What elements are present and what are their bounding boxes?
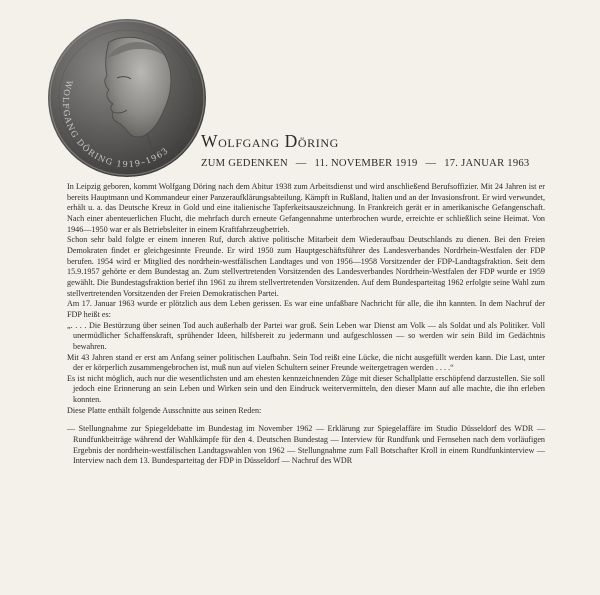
subtitle-prefix: ZUM GEDENKEN <box>201 158 288 169</box>
paragraph-early-life: In Leipzig geboren, kommt Wolfgang Döring nach dem Abitur 1938 zum Arbeitsdienst und wird anschließend Berufsoffizier. Mit 24 Jahren ist er bereits Hauptmann und Kommandeur einer Panzeraufklärungsabteilung. Kämpft in Rußland, Italien und an der Invasionsfront. Er wird verwundet, erhält u. a. das Deutsche Kreuz in Gold und eine italienische Tapferkeitsauszeichnung. In Frankreich gerät er in amerikanische Gefangenschaft. Nach einer abenteuerlichen Flucht, die mehrfach durch erneute Gefangennahme unterbrochen wurde, erreichte er schließlich seine Heimat. Von 1946—1950 war er als Betriebsleiter in einem Kraftfahrzeugbetrieb. <box>67 182 545 234</box>
paragraph-political-career: Schon sehr bald folgte er einem inneren Ruf, durch aktive politische Mitarbeit dem Wiederaufbau Deutschlands zu dienen. Bei den Freien Demokraten findet er gleichgesinnte Freunde. Er wird 1950 zum Hauptgeschäftsführer des Landesverbandes Nordrhein-Westfalen der FDP berufen. 1954 wird er Mitglied des nordrhein-westfälischen Landtages und von 1956—1958 Vorsitzender der FDP-Landtagsfraktion. Seit dem 15.9.1957 gehörte er dem Bundestag an. Zum stellvertretenden Vorsitzenden des Landesverbandes Nordrhein-Westfalen der FDP wurde er 1959 gewählt. Die Bundestagsfraktion berief ihn 1961 zu ihrem stellvertretenden Vorsitzenden. Auf dem Bundesparteitag 1962 erfolgte seine Wahl zum stellvertretenden Vorsitzenden der Freien Demokratischen Partei. <box>67 235 545 298</box>
page-title: Wolfgang Döring <box>201 131 339 151</box>
medallion-relief <box>47 18 207 178</box>
memorial-subtitle <box>201 158 529 169</box>
paragraph-contents-intro: Diese Platte enthält folgende Ausschnitte aus seinen Reden: <box>67 405 262 415</box>
death-date: 17. JANUAR 1963 <box>444 158 530 169</box>
portrait-medallion <box>47 18 207 178</box>
obituary-quote-continued: Mit 43 Jahren stand er erst am Anfang seiner politischen Laufbahn. Sein Tod reißt eine Lücke, die nicht ausgefüllt werden kann. Die Last, unter der er körperlich zusammengebrochen ist, muß nun auf vielen Schultern seiner Freunde weitergetragen werden . . . .“ <box>67 352 545 373</box>
speech-excerpts-list: — Stellungnahme zur Spiegeldebatte im Bundestag im November 1962 — Erklärung zur Spiegelaffäre im Studio Düsseldorf des WDR — Rundfunkbeiträge während der Wahlkämpfe für den 4. Deutschen Bundestag — Interview für Rundfunk und Fernsehen nach dem vorläufigen Ergebnis der nordrhein-westfälischen Landtagswahlen von 1962 — Stellungnahme zum Fall Botschafter Kroll in einem Rundfunkinterview — Interview nach dem 13. Bundesparteitag der FDP in Düsseldorf — Nachruf des WDR <box>67 424 545 466</box>
medallion-inscription: WOLFGANG DÖRING 1919–1963 <box>60 78 171 170</box>
paragraph-death: Am 17. Januar 1963 wurde er plötzlich aus dem Leben gerissen. Es war eine unfaßbare Nachricht für alle, die ihn kannten. In dem Nachruf der FDP heißt es: <box>67 299 545 319</box>
dash-separator: — <box>295 158 307 169</box>
dash-separator: — <box>425 158 437 169</box>
paragraph-record-purpose: Es ist nicht möglich, auch nur die wesentlichsten und am ehesten kennzeichnenden Züge mit dieser Schallplatte erschöpfend darzustellen. Sie soll jedoch eine Erinnerung an sein Leben und Wirken sein und den Eindruck weitervermitteln, den dieser Mann auf alle machte, die ihn erleben konnten. <box>67 373 545 405</box>
birth-date: 11. NOVEMBER 1919 <box>314 158 418 169</box>
biography-text <box>67 182 545 467</box>
obituary-quote: „. . . . Die Bestürzung über seinen Tod auch außerhalb der Partei war groß. Sein Leben war Dienst am Volk — als Soldat und als Politiker. Voll unermüdlicher Schaffenskraft, sprühender Ideen, hilfsbereit zu jedermann und aufgeschlossen — so werden wir sein Bild im Gedächtnis bewahren. <box>67 320 545 351</box>
